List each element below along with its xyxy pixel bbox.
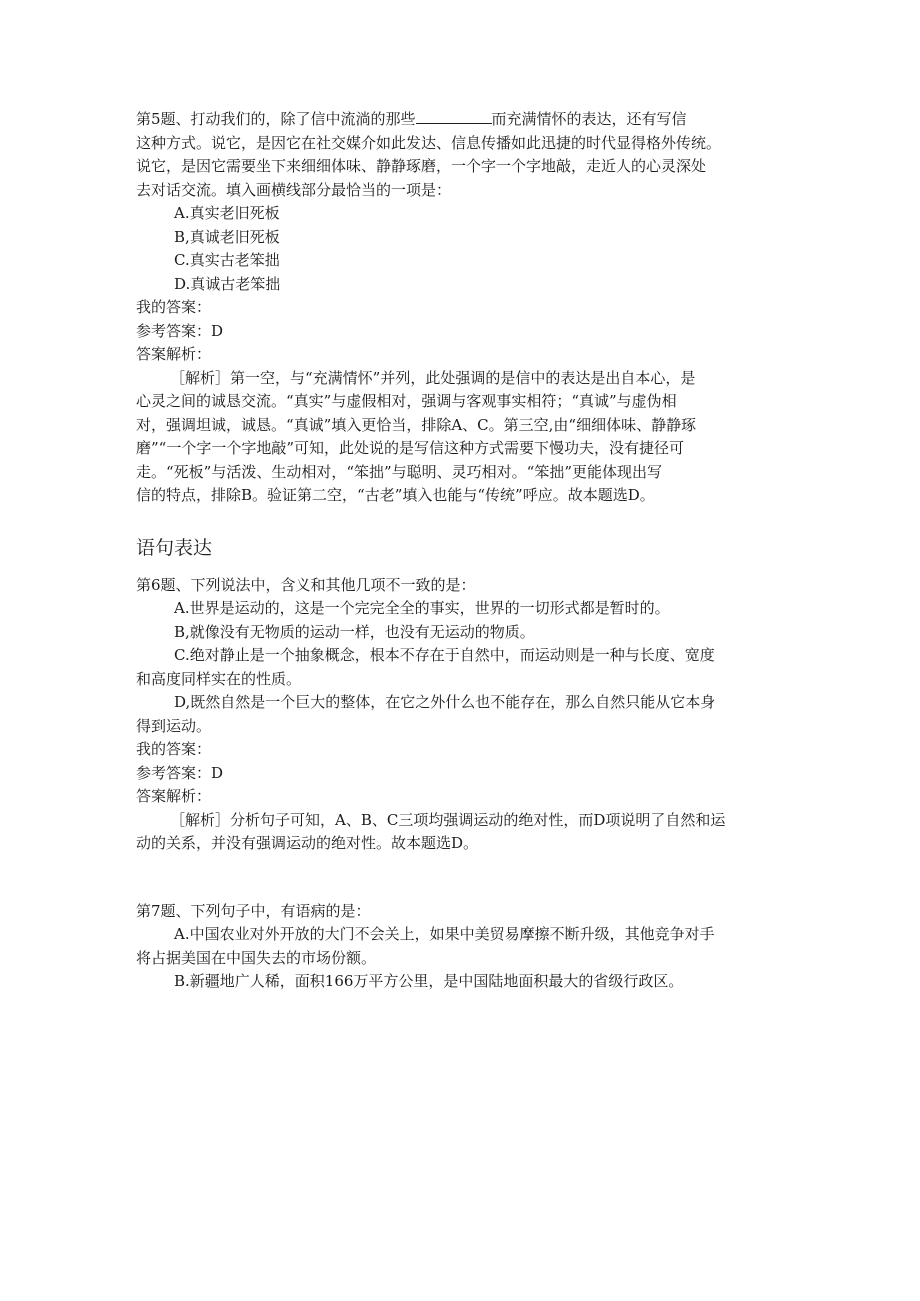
question-5-stem-part-1: 第5题、打动我们的，除了信中流淌的那些 (136, 110, 416, 128)
question-5-stem-line-4: 去对话交流。填入画横线部分最恰当的一项是： (136, 180, 452, 199)
question-7-option-a-line-1: A.中国农业对外开放的大门不会关上，如果中美贸易摩擦不断升级，其他竞争对手 (174, 925, 715, 943)
question-5-analysis-line: 走。“死板”与活泼、生动相对，“笨拙”与聪明、灵巧相对。“笨拙”更能体现出写 (136, 462, 663, 481)
question-6-analysis-line: 动的关系，并没有强调运动的绝对性。故本题选D。 (136, 834, 479, 852)
fill-in-blank (416, 111, 492, 124)
question-6-option-b: B,就像没有无物质的运动一样，也没有无运动的物质。 (174, 622, 535, 641)
question-6-analysis-label: 答案解析： (136, 787, 212, 805)
section-title: 语句表达 (136, 536, 213, 559)
question-5-stem-line-3: 说它，是因它需要坐下来细细体味、静静琢磨，一个字一个字地敲，走近人的心灵深处 (136, 157, 707, 175)
question-7-option-b: B.新疆地广人稀，面积166万平方公里，是中国陆地面积最大的省级行政区。 (174, 972, 684, 990)
question-7 (136, 900, 786, 994)
question-5-analysis-line: 对，强调坦诚，诚恳。“真诚”填入更恰当，排除A、C。第三空,由“细细体味、静静琢 (136, 415, 697, 434)
document-page (136, 108, 786, 994)
spacer (136, 856, 786, 900)
question-5-stem-line-2: 这种方式。说它，是因它在社交媒介如此发达、信息传播如此迅捷的时代显得格外传统。 (136, 133, 722, 152)
question-7-option-a-line-2: 将占据美国在中国失去的市场份额。 (136, 948, 377, 967)
question-6-stem: 第6题、下列说法中，含义和其他几项不一致的是： (136, 575, 476, 594)
question-5-analysis-label: 答案解析： (136, 345, 212, 363)
question-5-my-answer: 我的答案： (136, 298, 212, 316)
question-5-option-a: A.真实老旧死板 (174, 204, 280, 222)
question-5-stem-line-1 (136, 108, 786, 132)
question-6-option-d-line-2: 得到运动。 (136, 716, 212, 735)
question-5-option-c: C.真实古老笨拙 (174, 251, 280, 269)
question-6 (136, 574, 786, 856)
question-5-analysis-line: 心灵之间的诚恳交流。“真实”与虚假相对，强调与客观事实相符；“真诚”与虚伪相 (136, 392, 677, 410)
question-6-option-c-line-2: 和高度同样实在的性质。 (136, 669, 302, 688)
question-5-reference-answer: 参考答案：D (136, 321, 224, 340)
question-6-option-a: A.世界是运动的，这是一个完完全全的事实，世界的一切形式都是暂时的。 (174, 599, 670, 617)
question-6-option-d-line-1: D,既然自然是一个巨大的整体，在它之外什么也不能存在，那么自然只能从它本身 (174, 693, 716, 711)
question-5-option-d: D.真诚古老笨拙 (174, 274, 281, 293)
question-5-stem-part-2: 而充满情怀的表达，还有写信 (491, 110, 687, 128)
question-5-analysis-line: 信的特点，排除B。验证第二空，“古老”填入也能与“传统”呼应。故本题选D。 (136, 486, 655, 504)
question-6-reference-answer: 参考答案：D (136, 763, 224, 782)
question-5-analysis-line: 磨”“一个字一个字地敲”可知，此处说的是写信这种方式需要下慢功夫，没有捷径可 (136, 439, 685, 457)
question-6-analysis-line: ［解析］分析句子可知，A、B、C三项均强调运动的绝对性，而D项说明了自然和运 (170, 810, 726, 829)
question-5-option-b: B,真诚老旧死板 (174, 227, 280, 246)
question-5-analysis-line: ［解析］第一空，与“充满情怀”并列，此处强调的是信中的表达是出自本心，是 (170, 368, 696, 387)
question-7-stem: 第7题、下列句子中，有语病的是： (136, 901, 371, 920)
question-5 (136, 108, 786, 508)
question-6-my-answer: 我的答案： (136, 740, 212, 758)
question-6-option-c-line-1: C.绝对静止是一个抽象概念，根本不存在于自然中，而运动则是一种与长度、宽度 (174, 646, 715, 664)
